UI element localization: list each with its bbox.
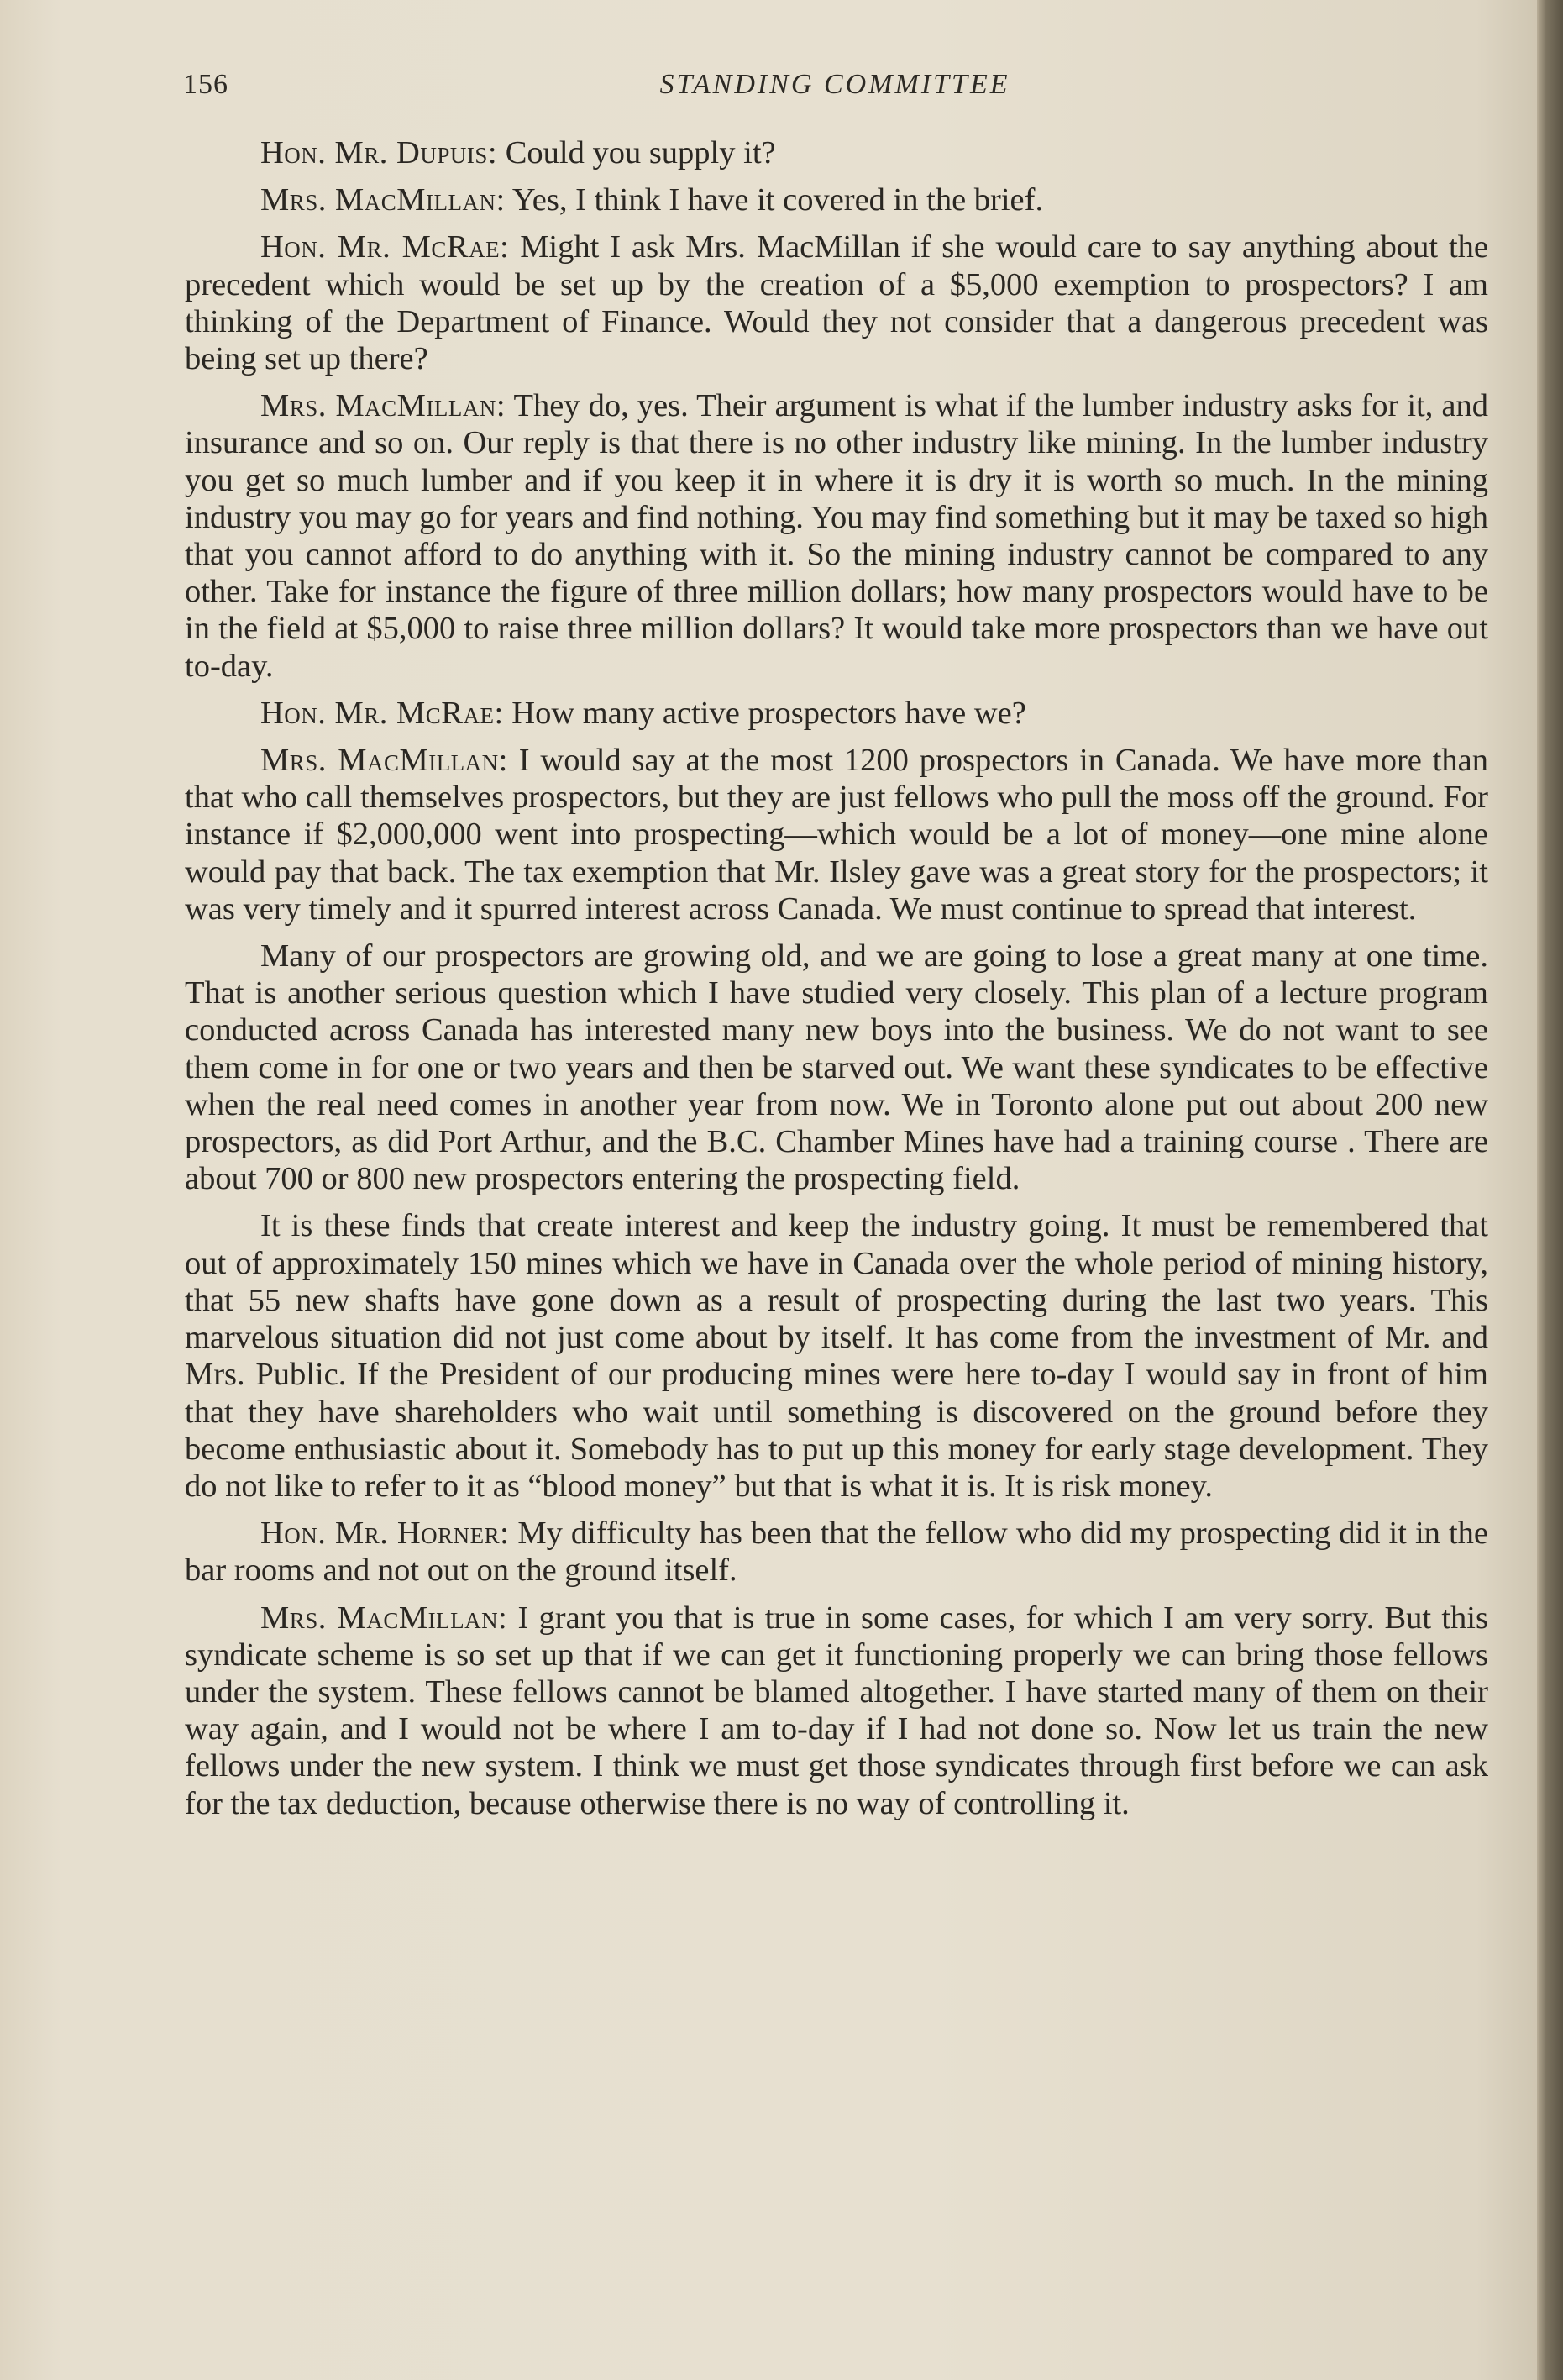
transcript-paragraph bbox=[185, 229, 1488, 377]
page-header bbox=[183, 69, 1487, 111]
speaker-name: Hon. Mr. Horner: bbox=[260, 1516, 510, 1552]
speech-text: I would say at the most 1200 prospectors in Canada. We have more than that who call themselves prospectors, but they are just fellows who pull the moss off the ground. For instance if $2,000,000 went into prospecting—which would be a lot of money—one mine alone would pay that back. The tax exemption that Mr. Ilsley gave was a great story for the prospectors; it was very timely and it spurred interest across Canada. We must continue to spread that interest. bbox=[185, 743, 1488, 927]
speaker-name: Mrs. MacMillan: bbox=[260, 388, 506, 424]
transcript-paragraph bbox=[185, 695, 1488, 732]
speaker-name: Mrs. MacMillan: bbox=[260, 1600, 508, 1636]
speaker-name: Mrs. MacMillan: bbox=[260, 182, 506, 218]
speaker-name: Hon. Mr. McRae: bbox=[260, 229, 510, 265]
book-binding-edge bbox=[1537, 0, 1563, 2380]
transcript-paragraph bbox=[185, 1207, 1488, 1505]
speaker-name: Hon. Mr. Dupuis: bbox=[260, 135, 498, 171]
transcript-paragraph bbox=[185, 938, 1488, 1197]
speech-text: Could you supply it? bbox=[497, 135, 776, 171]
speaker-name: Mrs. MacMillan: bbox=[260, 743, 508, 779]
transcript-paragraph bbox=[185, 181, 1488, 218]
transcript-paragraph bbox=[185, 1515, 1488, 1589]
transcript-paragraph bbox=[185, 742, 1488, 927]
running-title: STANDING COMMITTEE bbox=[659, 69, 1010, 100]
speech-text: Yes, I think I have it covered in the brief. bbox=[505, 182, 1044, 218]
transcript-paragraph bbox=[185, 1600, 1488, 1822]
page-number: 156 bbox=[183, 69, 228, 100]
speech-text: I grant you that is true in some cases, for which I am very sorry. But this syndicate scheme is so set up that if we can get it functioning properly we can bring those fellows under the system. These fellows cannot be blamed altogether. I have started many of them on their way again, and I would not be where I am to-day if I had not done so. Now let us train the new fellows under the new system. I think we must get those syndicates through first before we can ask for the tax deduction, because otherwise there is no way of controlling it. bbox=[185, 1600, 1488, 1821]
transcript-paragraph bbox=[185, 387, 1488, 685]
speech-text: Many of our prospectors are growing old, and we are going to lose a great many at one time. That is another serious question which I have studied very closely. This plan of a lecture program conducted across Canada has interested many new boys into the business. We do not want to see them come in for one or two years and then be starved out. We want these syndicates to be effective when the real need comes in another year from now. We in Toronto alone put out about 200 new prospectors, as did Port Arthur, and the B.C. Chamber Mines have had a training course . There are about 700 or 800 new prospectors entering the prospecting field. bbox=[185, 938, 1488, 1197]
speech-text: Might I ask Mrs. MacMillan if she would care to say anything about the precedent which would be set up by the creation of a $5,000 exemption to prospectors? I am thinking of the Department of Finance. Would they not consider that a dangerous precedent was being set up there? bbox=[185, 229, 1488, 377]
speech-text: My difficulty has been that the fellow who did my prospecting did it in the bar rooms and not out on the ground itself. bbox=[185, 1516, 1488, 1589]
transcript-body bbox=[185, 134, 1488, 1832]
speech-text: How many active prospectors have we? bbox=[503, 695, 1026, 731]
transcript-paragraph bbox=[185, 134, 1488, 171]
speaker-name: Hon. Mr. McRae: bbox=[260, 695, 504, 731]
speech-text: It is these finds that create interest and keep the industry going. It must be remembered that out of approximately 150 mines which we have in Canada over the whole period of mining history, that 55 new shafts have gone down as a result of prospecting during the last two years. This marvelous situation did not just come about by itself. It has come from the investment of Mr. and Mrs. Public. If the President of our producing mines were here to-day I would say in front of him that they have shareholders who wait until something is discovered on the ground before they become enthusiastic about it. Somebody has to put up this money for early stage development. They do not like to refer to it as “blood money” but that is what it is. It is risk money. bbox=[185, 1208, 1488, 1504]
speech-text: They do, yes. Their argument is what if the lumber industry asks for it, and insurance and so on. Our reply is that there is no other industry like mining. In the lumber industry you get so much lumber and if you keep it in where it is dry it is worth so much. In the mining industry you may go for years and find nothing. You may find something but it may be taxed so high that you cannot afford to do anything with it. So the mining industry cannot be compared to any other. Take for instance the figure of three million dollars; how many prospectors would have to be in the field at $5,000 to raise three million dollars? It would take more prospectors than we have out to-day. bbox=[185, 388, 1488, 684]
